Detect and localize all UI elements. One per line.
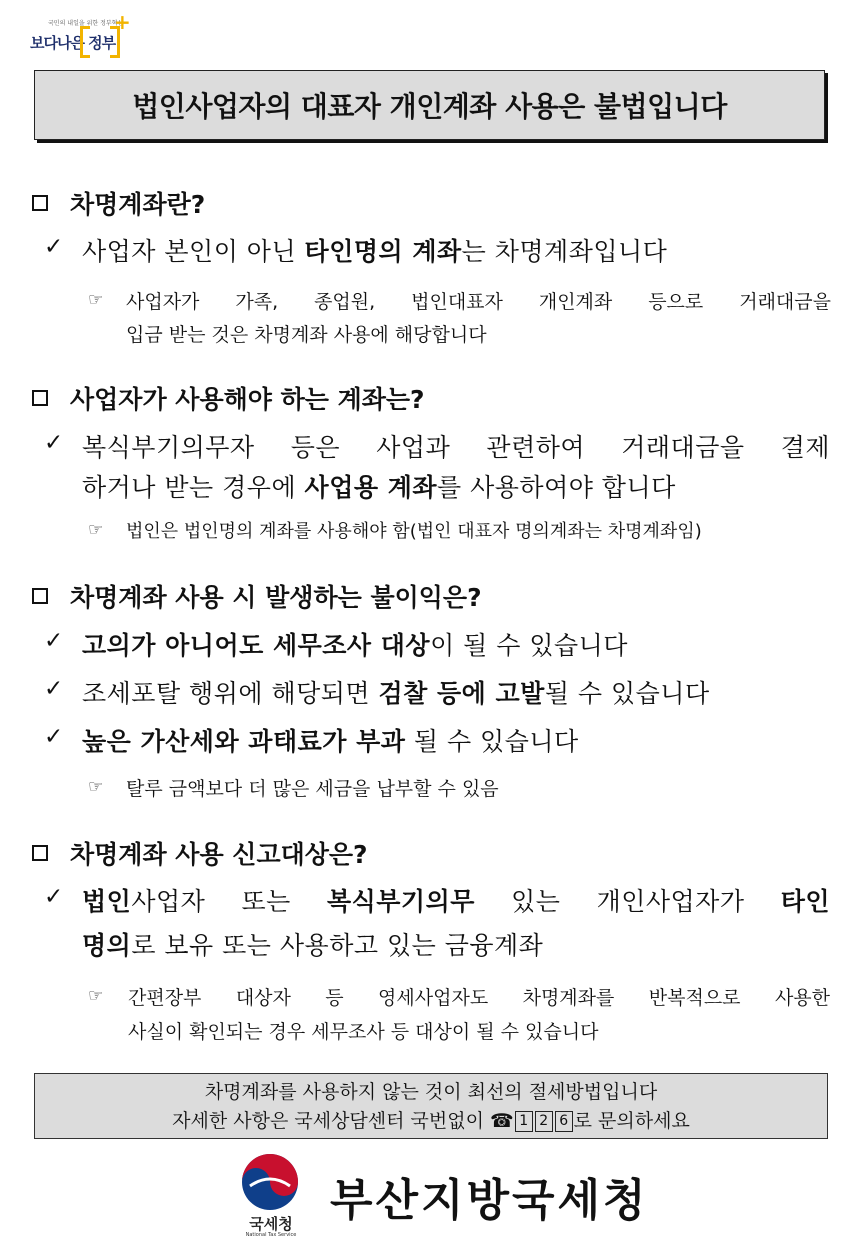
check-icon: ✓ [44,884,64,910]
square-bullet-icon [32,195,48,211]
plus-icon: + [114,10,131,34]
note-line: 탈루 금액보다 더 많은 세금을 납부할 수 있음 [126,778,499,800]
nts-emblem-icon [240,1152,300,1212]
section-heading: 차명계좌란? [32,185,205,221]
square-bullet-icon [32,588,48,604]
check-line: 법인사업자 또는 복식부기의무 있는 개인사업자가 타인 [82,887,830,916]
pointer-icon: ☞ [88,520,104,540]
pointer-icon: ☞ [88,986,104,1006]
phone-digit: 2 [535,1111,553,1132]
notice-line-2: 자세한 사항은 국세상담센터 국번없이 ☎ 1 2 6 로 문의하세요 [172,1110,690,1132]
check-icon: ✓ [44,628,64,654]
notice-line-1: 차명계좌를 사용하지 않는 것이 최선의 절세방법입니다 [204,1081,658,1103]
check-icon: ✓ [44,430,64,456]
title-box [34,70,825,140]
logo-tagline: 국민의 내일을 위한 정부혁신 [48,20,124,27]
pointer-icon: ☞ [88,290,104,310]
section-heading: 차명계좌 사용 시 발생하는 불이익은? [32,578,482,614]
office-name: 부산지방국세청 [330,1175,649,1226]
note-line: 사실이 확인되는 경우 세무조사 등 대상이 될 수 있습니다 [128,1021,599,1043]
check-line: 하거나 받는 경우에 사업용 계좌를 사용하여야 합니다 [82,473,676,502]
check-line: 조세포탈 행위에 해당되면 검찰 등에 고발될 수 있습니다 [82,679,710,708]
logo-bracket-left [80,26,90,58]
government-logo [30,12,130,58]
section-heading: 사업자가 사용해야 하는 계좌는? [32,380,425,416]
note-line: 법인은 법인명의 계좌를 사용해야 함(법인 대표자 명의계좌는 차명계좌임) [126,521,702,542]
check-icon: ✓ [44,724,64,750]
square-bullet-icon [32,845,48,861]
note-line: 입금 받는 것은 차명계좌 사용에 해당합니다 [126,324,487,346]
section-heading: 차명계좌 사용 신고대상은? [32,835,368,871]
logo-name: 보다나은 정부 [30,34,116,52]
page-title: 법인사업자의 대표자 개인계좌 사용은 불법입니다 [132,90,727,123]
phone-digit: 1 [515,1111,533,1132]
note-line: 간편장부 대상자 등 영세사업자도 차명계좌를 반복적으로 사용한 [128,987,830,1009]
check-line: 명의로 보유 또는 사용하고 있는 금융계좌 [82,931,544,960]
check-line: 사업자 본인이 아닌 타인명의 계좌는 차명계좌입니다 [82,237,668,266]
emblem-label: 국세청 [249,1215,293,1233]
check-line: 고의가 아니어도 세무조사 대상이 될 수 있습니다 [82,631,628,660]
note-line: 사업자가 가족, 종업원, 법인대표자 개인계좌 등으로 거래대금을 [126,291,831,313]
check-icon: ✓ [44,234,64,260]
notice-box [34,1073,828,1139]
check-line: 높은 가산세와 과태료가 부과 될 수 있습니다 [82,727,579,756]
square-bullet-icon [32,390,48,406]
check-line: 복식부기의무자 등은 사업과 관련하여 거래대금을 결제 [82,433,830,462]
check-icon: ✓ [44,676,64,702]
emblem-sublabel: National Tax Service [245,1232,297,1238]
pointer-icon: ☞ [88,777,104,797]
phone-digit: 6 [555,1111,573,1132]
